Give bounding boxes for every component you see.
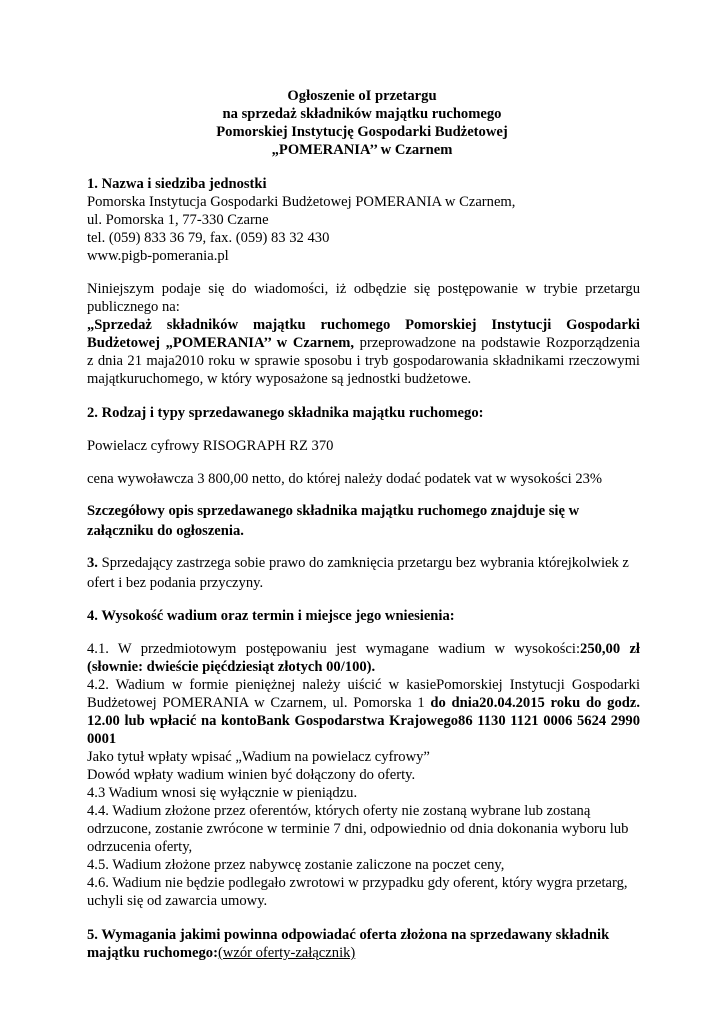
intro-line-1: Niniejszym podaje się do wiadomości, iż odbędzie się postępowanie w trybie przetargu: [87, 281, 640, 297]
section-1-heading: 1. Nazwa i siedziba jednostki: [87, 176, 267, 192]
p41-line-1: [87, 640, 640, 658]
p43-line: 4.3 Wadium wnosi się wyłącznie w pieniądzu.: [87, 785, 358, 801]
intro-line-4-rest: przeprowadzone na podstawie Rozporządzenia: [354, 335, 640, 351]
institution-phone: tel. (059) 833 36 79, fax. (059) 83 32 430: [87, 230, 330, 246]
p46-line-2: uchyli się od zawarcia umowy.: [87, 893, 268, 909]
intro-line-2: publicznego na:: [87, 299, 180, 315]
p41-amount: 250,00 zł: [580, 641, 640, 657]
p42-line-1: 4.2. Wadium w formie pieniężnej należy uiścić w kasiePomorskiej Instytucji Gospodarki: [87, 677, 640, 693]
institution-name: Pomorska Instytucja Gospodarki Budżetowej POMERANIA w Czarnem,: [87, 194, 516, 210]
p42-line-5: Jako tytuł wpłaty wpisać „Wadium na powielacz cyfrowy”: [87, 749, 430, 765]
p42-deadline: do dnia20.04.2015 roku do godz.: [430, 695, 640, 711]
institution-website: www.pigb-pomerania.pl: [87, 248, 229, 264]
item-detail-line-1: Szczegółowy opis sprzedawanego składnika majątku ruchomego znajduje się w: [87, 503, 580, 519]
title-line-1: Ogłoszenie oI przetargu: [287, 88, 437, 104]
title-line-2: na sprzedaż składników majątku ruchomego: [222, 106, 502, 122]
section-4-heading: 4. Wysokość wadium oraz termin i miejsce jego wniesienia:: [87, 608, 455, 624]
offer-template-link[interactable]: (wzór oferty-załącznik): [217, 945, 356, 961]
institution-address: ul. Pomorska 1, 77-330 Czarne: [87, 212, 269, 228]
p42-line-4: 0001: [87, 731, 117, 747]
item-price: cena wywoławcza 3 800,00 netto, do której należy dodać podatek vat w wysokości 23%: [87, 471, 603, 487]
section-3-line-2: ofert i bez podania przyczyny.: [87, 575, 264, 591]
item-name: Powielacz cyfrowy RISOGRAPH RZ 370: [87, 438, 334, 454]
p44-line-2: odrzucone, zostanie zwrócone w terminie 7 dni, odpowiednio od dnia dokonania wyboru lub: [87, 821, 629, 837]
p42-line-6: Dowód wpłaty wadium winien być dołączony do oferty.: [87, 767, 416, 783]
intro-line-5: z dnia 21 maja2010 roku w sprawie sposobu i tryb gospodarowania składnikami rzeczowymi: [87, 353, 640, 369]
section-5-line-2: [87, 944, 355, 962]
section-3-text: Sprzedający zastrzega sobie prawo do zamknięcia przetargu bez wybrania którejkolwiek z: [97, 555, 629, 571]
p41-line-2: (słownie: dwieście pięćdziesiąt złotych 00/100).: [87, 659, 376, 675]
section-5-heading-end: majątku ruchomego:: [87, 945, 218, 961]
p44-line-1: 4.4. Wadium złożone przez oferentów, których oferty nie zostaną wybrane lub zostaną: [87, 803, 591, 819]
item-detail-line-2: załączniku do ogłoszenia.: [87, 523, 244, 539]
section-5-line-1: 5. Wymagania jakimi powinna odpowiadać oferta złożona na sprzedawany składnik: [87, 927, 610, 943]
intro-line-3: „Sprzedaż składników majątku ruchomego Pomorskiej Instytucji Gospodarki: [87, 317, 640, 333]
p44-line-3: odrzucenia oferty,: [87, 839, 193, 855]
section-3-line-1: [87, 554, 629, 572]
title-line-3: Pomorskiej Instytucję Gospodarki Budżetowej: [216, 124, 508, 140]
intro-line-4: [87, 334, 640, 352]
p42-line-2: [87, 694, 640, 712]
p42-line-3: 12.00 lub wpłacić na kontoBank Gospodarstwa Krajowego86 1130 1121 0006 5624 2990: [87, 713, 640, 729]
intro-line-4-bold: Budżetowej „POMERANIA’’ w Czarnem,: [87, 335, 355, 351]
intro-line-6: majątkuruchomego, w który wyposażone są jednostki budżetowe.: [87, 371, 472, 387]
section-3-number: 3.: [87, 555, 98, 571]
p41-text: 4.1. W przedmiotowym postępowaniu jest wymagane wadium w wysokości:: [87, 641, 581, 657]
title-line-4: „POMERANIA’’ w Czarnem: [271, 142, 453, 158]
p42-line-2-text: Budżetowej POMERANIA w Czarnem, ul. Pomorska 1: [87, 695, 431, 711]
p45-line: 4.5. Wadium złożone przez nabywcę zostanie zaliczone na poczet ceny,: [87, 857, 505, 873]
p46-line-1: 4.6. Wadium nie będzie podlegało zwrotowi w przypadku gdy oferent, który wygra przetarg,: [87, 875, 628, 891]
section-2-heading: 2. Rodzaj i typy sprzedawanego składnika majątku ruchomego:: [87, 405, 484, 421]
